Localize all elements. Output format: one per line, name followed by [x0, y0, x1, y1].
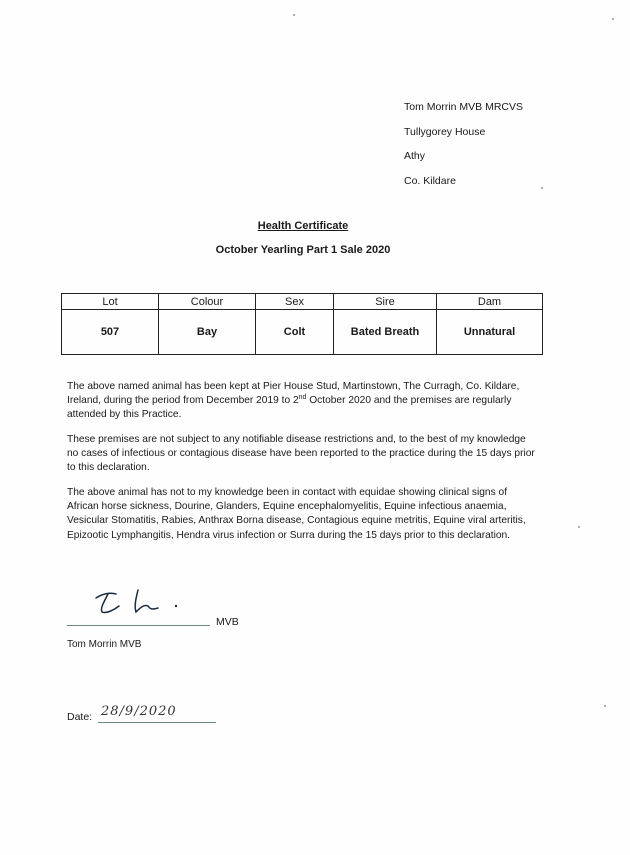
paragraph-contact: The above animal has not to my knowledge been in contact with equidae showing clinical signs of African horse sickness, Dourine, Glanders, Equine encephalomyelitis, Equine infectious anaemia, Vesicular Stomatitis, Rabies, Anthrax Borna disease, Contagious equine metritis, Equine viral arteritis, Epizootic Lymphangitis, Hendra virus infection or Surra during the 15 days prior to this declaration.: [67, 487, 526, 541]
handwritten-date: 28/9/2020: [101, 704, 177, 719]
table-row: [62, 310, 543, 355]
header-sire: Sire: [334, 294, 437, 310]
handwritten-signature: [92, 588, 187, 620]
address-line-2: Athy: [404, 150, 426, 162]
scan-speck: [578, 526, 580, 528]
address-line-3: Co. Kildare: [404, 174, 456, 187]
paragraph-premises-end: October 2020 and the premises are regularly attended by this Practice.: [67, 395, 512, 421]
cell-sex: Colt: [256, 310, 334, 355]
scan-speck: [612, 18, 614, 20]
sale-subtitle: October Yearling Part 1 Sale 2020: [215, 244, 391, 256]
header-lot: Lot: [62, 294, 159, 310]
scan-speck: [604, 705, 606, 707]
lot-table: [61, 293, 543, 355]
signature-line: [67, 625, 210, 626]
header-sex: Sex: [256, 294, 334, 310]
header-dam: Dam: [437, 294, 543, 310]
vet-name: Tom Morrin MVB MRCVS: [404, 101, 524, 113]
cell-lot: 507: [62, 310, 159, 355]
date-label: Date:: [67, 711, 93, 723]
paragraph-premises-start: The above named animal has been kept at Pier House Stud, Martinstown, The Curragh, Co. Kildare, Ireland, during the period from December 2019 to 2: [67, 381, 520, 407]
address-line-1: Tullygorey House: [404, 125, 486, 138]
table-header-row: [62, 294, 543, 310]
paragraph-restrictions: These premises are not subject to any notifiable disease restrictions and, to the best of my knowledge no cases of infectious or contagious disease have been reported to the practice during the 15 days prior to this declaration.: [67, 434, 535, 474]
ordinal-suffix: nd: [298, 394, 307, 402]
certificate-title: Health Certificate: [257, 220, 349, 232]
cell-sire: Bated Breath: [334, 310, 437, 355]
scan-speck: [541, 187, 543, 189]
date-line: [98, 722, 216, 723]
signature-suffix: MVB: [216, 616, 239, 628]
address-block: [404, 95, 523, 193]
cell-colour: Bay: [159, 310, 256, 355]
paragraph-premises: [67, 380, 537, 423]
cell-dam: Unnatural: [437, 310, 543, 355]
signatory-name: Tom Morrin MVB: [67, 639, 142, 650]
scan-speck: [293, 14, 295, 16]
header-colour: Colour: [159, 294, 256, 310]
